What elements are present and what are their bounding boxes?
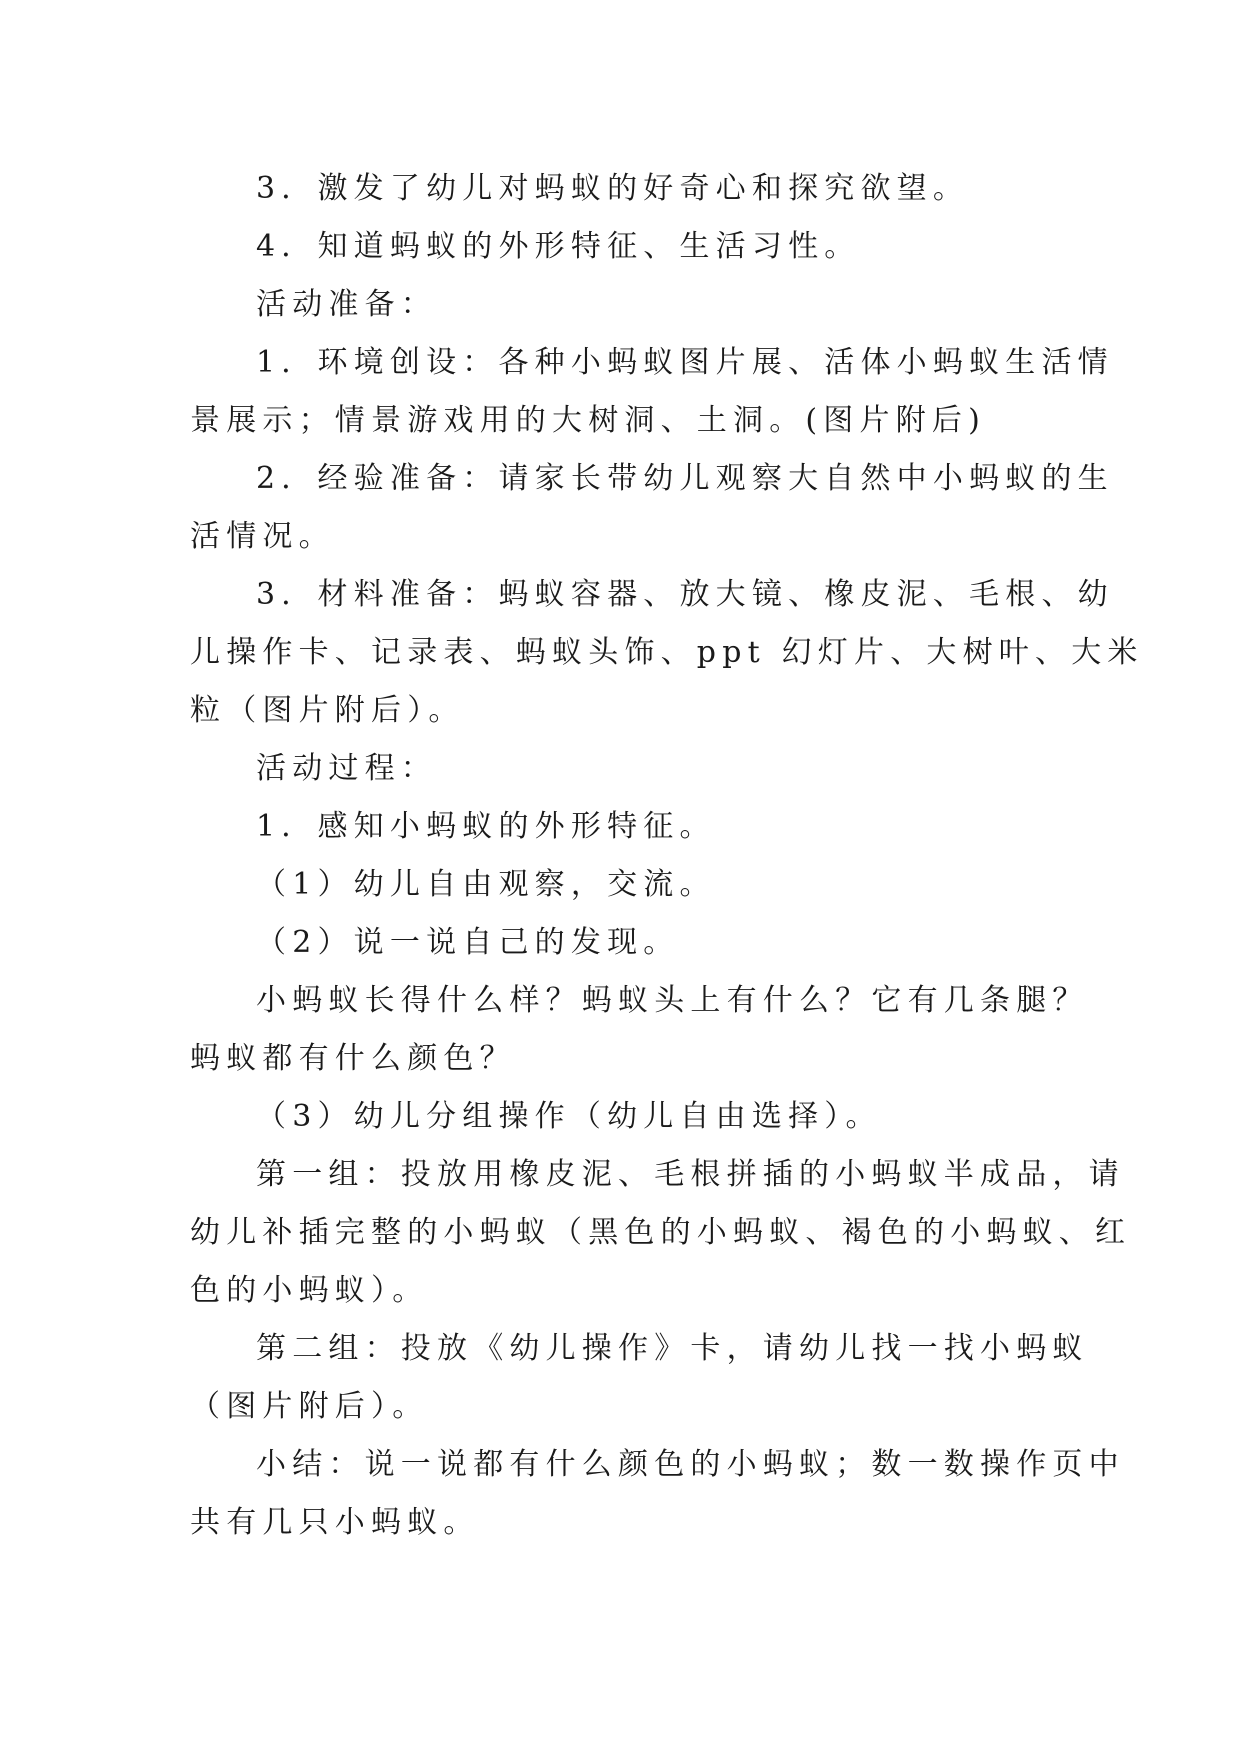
- text-line: 4．知道蚂蚁的外形特征、生活习性。: [256, 229, 861, 264]
- text-line: 共有几只小蚂蚁。: [190, 1505, 480, 1540]
- text-line: 第二组：投放《幼儿操作》卡，请幼儿找一找小蚂蚁: [256, 1331, 1089, 1366]
- section-heading: 活动过程：: [256, 751, 437, 786]
- text-line: 粒（图片附后）。: [190, 693, 465, 728]
- text-line: 3．激发了幼儿对蚂蚁的好奇心和探究欲望。: [256, 171, 970, 206]
- text-line: 1．感知小蚂蚁的外形特征。: [256, 809, 716, 844]
- text-line: 蚂蚁都有什么颜色？: [190, 1041, 516, 1076]
- document-body: [190, 160, 1144, 1552]
- text-line: 2．经验准备：请家长带幼儿观察大自然中小蚂蚁的生: [256, 461, 1114, 496]
- section-heading: 活动准备：: [256, 287, 437, 322]
- text-line: （1）幼儿自由观察，交流。: [256, 867, 716, 902]
- text-line: 活情况。: [190, 519, 335, 554]
- text-line: 3．材料准备：蚂蚁容器、放大镜、橡皮泥、毛根、幼: [256, 577, 1114, 612]
- text-line: 色的小蚂蚁）。: [190, 1273, 429, 1308]
- text-line: 小结：说一说都有什么颜色的小蚂蚁；数一数操作页中: [256, 1447, 1125, 1482]
- text-line: 1．环境创设：各种小蚂蚁图片展、活体小蚂蚁生活情: [256, 345, 1114, 380]
- text-line: 景展示；情景游戏用的大树洞、土洞。(图片附后): [190, 403, 987, 438]
- text-line: 第一组：投放用橡皮泥、毛根拼插的小蚂蚁半成品，请: [256, 1157, 1125, 1192]
- document-page: [190, 160, 1144, 1552]
- text-line: （2）说一说自己的发现。: [256, 925, 680, 960]
- text-line: （图片附后）。: [190, 1389, 429, 1424]
- text-line: 儿操作卡、记录表、蚂蚁头饰、ppt 幻灯片、大树叶、大米: [190, 635, 1144, 670]
- text-line: 小蚂蚁长得什么样？蚂蚁头上有什么？它有几条腿？: [256, 983, 1089, 1018]
- text-line: （3）幼儿分组操作（幼儿自由选择）。: [256, 1099, 882, 1134]
- text-line: 幼儿补插完整的小蚂蚁（黑色的小蚂蚁、褐色的小蚂蚁、红: [190, 1215, 1132, 1250]
